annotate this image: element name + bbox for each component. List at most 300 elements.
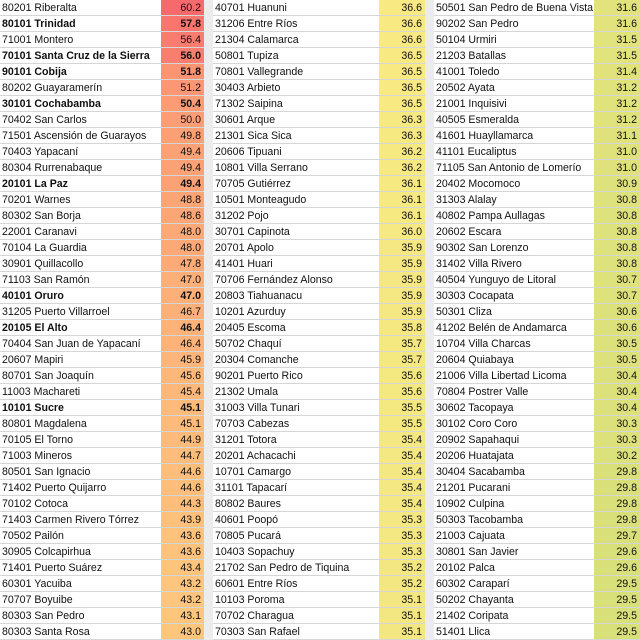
- municipality-cell[interactable]: 40505 Esmeralda: [436, 114, 520, 126]
- table-row[interactable]: [0, 464, 204, 480]
- table-row[interactable]: [0, 400, 204, 416]
- table-row[interactable]: [434, 64, 640, 80]
- municipality-cell[interactable]: 70706 Fernández Alonso: [215, 274, 333, 286]
- table-row[interactable]: [434, 416, 640, 432]
- municipality-cell[interactable]: 40504 Yunguyo de Litoral: [436, 274, 556, 286]
- value-cell[interactable]: 45.6: [161, 368, 204, 383]
- value-cell[interactable]: 35.9: [379, 256, 425, 271]
- municipality-cell[interactable]: 31205 Puerto Villarroel: [2, 306, 110, 318]
- municipality-cell[interactable]: 21003 Cajuata: [436, 530, 505, 542]
- table-row[interactable]: [213, 144, 425, 160]
- value-cell[interactable]: 30.2: [594, 448, 640, 463]
- value-cell[interactable]: 30.5: [594, 352, 640, 367]
- table-row[interactable]: [213, 96, 425, 112]
- value-cell[interactable]: 30.7: [594, 288, 640, 303]
- table-row[interactable]: [434, 16, 640, 32]
- municipality-cell[interactable]: 70801 Vallegrande: [215, 66, 304, 78]
- municipality-cell[interactable]: 41401 Huari: [215, 258, 273, 270]
- table-row[interactable]: [213, 368, 425, 384]
- value-cell[interactable]: 29.8: [594, 496, 640, 511]
- value-cell[interactable]: 29.7: [594, 528, 640, 543]
- table-row[interactable]: [0, 16, 204, 32]
- table-row[interactable]: [434, 512, 640, 528]
- table-row[interactable]: [213, 320, 425, 336]
- municipality-cell[interactable]: 80801 Magdalena: [2, 418, 87, 430]
- table-row[interactable]: [213, 128, 425, 144]
- table-row[interactable]: [0, 352, 204, 368]
- table-row[interactable]: [434, 496, 640, 512]
- municipality-cell[interactable]: 20201 Achacachi: [215, 450, 296, 462]
- value-cell[interactable]: 36.5: [379, 64, 425, 79]
- table-row[interactable]: [213, 80, 425, 96]
- value-cell[interactable]: 31.2: [594, 96, 640, 111]
- table-row[interactable]: [213, 176, 425, 192]
- value-cell[interactable]: 45.1: [161, 400, 204, 415]
- table-row[interactable]: [213, 432, 425, 448]
- value-cell[interactable]: 35.7: [379, 352, 425, 367]
- value-cell[interactable]: 31.5: [594, 32, 640, 47]
- value-cell[interactable]: 35.9: [379, 240, 425, 255]
- value-cell[interactable]: 50.4: [161, 96, 204, 111]
- value-cell[interactable]: 30.6: [594, 320, 640, 335]
- municipality-cell[interactable]: 22001 Caranavi: [2, 226, 77, 238]
- municipality-cell[interactable]: 21702 San Pedro de Tiquina: [215, 562, 350, 574]
- municipality-cell[interactable]: 10801 Villa Serrano: [215, 162, 308, 174]
- value-cell[interactable]: 43.2: [161, 592, 204, 607]
- value-cell[interactable]: 30.4: [594, 400, 640, 415]
- value-cell[interactable]: 30.3: [594, 432, 640, 447]
- value-cell[interactable]: 31.2: [594, 112, 640, 127]
- municipality-cell[interactable]: 90101 Cobija: [2, 66, 67, 78]
- value-cell[interactable]: 31.1: [594, 128, 640, 143]
- municipality-cell[interactable]: 80302 San Borja: [2, 210, 81, 222]
- table-row[interactable]: [213, 224, 425, 240]
- municipality-cell[interactable]: 20206 Huatajata: [436, 450, 514, 462]
- value-cell[interactable]: 43.6: [161, 528, 204, 543]
- value-cell[interactable]: 30.8: [594, 192, 640, 207]
- value-cell[interactable]: 31.5: [594, 48, 640, 63]
- value-cell[interactable]: 35.4: [379, 464, 425, 479]
- value-cell[interactable]: 36.1: [379, 192, 425, 207]
- value-cell[interactable]: 31.6: [594, 0, 640, 15]
- table-row[interactable]: [0, 288, 204, 304]
- municipality-cell[interactable]: 40101 Oruro: [2, 290, 64, 302]
- value-cell[interactable]: 35.4: [379, 448, 425, 463]
- municipality-cell[interactable]: 70403 Yapacaní: [2, 146, 79, 158]
- table-row[interactable]: [434, 592, 640, 608]
- municipality-cell[interactable]: 30303 Cocapata: [436, 290, 514, 302]
- value-cell[interactable]: 46.7: [161, 304, 204, 319]
- table-row[interactable]: [0, 176, 204, 192]
- municipality-cell[interactable]: 30905 Colcapirhua: [2, 546, 91, 558]
- municipality-cell[interactable]: 71403 Carmen Rivero Tórrez: [2, 514, 139, 526]
- table-row[interactable]: [213, 304, 425, 320]
- municipality-cell[interactable]: 20502 Ayata: [436, 82, 495, 94]
- value-cell[interactable]: 29.8: [594, 512, 640, 527]
- value-cell[interactable]: 30.8: [594, 240, 640, 255]
- value-cell[interactable]: 36.1: [379, 208, 425, 223]
- municipality-cell[interactable]: 40601 Poopó: [215, 514, 279, 526]
- value-cell[interactable]: 35.3: [379, 512, 425, 527]
- municipality-cell[interactable]: 71105 San Antonio de Lomerío: [436, 162, 582, 174]
- table-row[interactable]: [213, 288, 425, 304]
- municipality-cell[interactable]: 71001 Montero: [2, 34, 74, 46]
- table-row[interactable]: [213, 0, 425, 16]
- value-cell[interactable]: 31.6: [594, 16, 640, 31]
- value-cell[interactable]: 35.6: [379, 384, 425, 399]
- municipality-cell[interactable]: 71003 Mineros: [2, 450, 73, 462]
- value-cell[interactable]: 35.3: [379, 544, 425, 559]
- municipality-cell[interactable]: 20405 Escoma: [215, 322, 286, 334]
- municipality-cell[interactable]: 70703 Cabezas: [215, 418, 290, 430]
- value-cell[interactable]: 35.5: [379, 400, 425, 415]
- value-cell[interactable]: 47.0: [161, 288, 204, 303]
- value-cell[interactable]: 36.6: [379, 32, 425, 47]
- municipality-cell[interactable]: 31206 Entre Ríos: [215, 18, 298, 30]
- table-row[interactable]: [0, 448, 204, 464]
- value-cell[interactable]: 56.4: [161, 32, 204, 47]
- municipality-cell[interactable]: 30901 Quillacollo: [2, 258, 84, 270]
- table-row[interactable]: [0, 416, 204, 432]
- municipality-cell[interactable]: 70105 El Torno: [2, 434, 74, 446]
- value-cell[interactable]: 36.2: [379, 144, 425, 159]
- municipality-cell[interactable]: 31003 Villa Tunari: [215, 402, 300, 414]
- table-row[interactable]: [213, 592, 425, 608]
- table-row[interactable]: [213, 464, 425, 480]
- municipality-cell[interactable]: 60302 Caraparí: [436, 578, 510, 590]
- table-row[interactable]: [213, 352, 425, 368]
- table-row[interactable]: [434, 224, 640, 240]
- table-row[interactable]: [434, 304, 640, 320]
- table-row[interactable]: [434, 624, 640, 640]
- municipality-cell[interactable]: 10403 Sopachuy: [215, 546, 295, 558]
- municipality-cell[interactable]: 71402 Puerto Quijarro: [2, 482, 107, 494]
- table-row[interactable]: [0, 496, 204, 512]
- table-row[interactable]: [434, 336, 640, 352]
- table-row[interactable]: [0, 192, 204, 208]
- value-cell[interactable]: 45.4: [161, 384, 204, 399]
- municipality-cell[interactable]: 50202 Chayanta: [436, 594, 514, 606]
- municipality-cell[interactable]: 31402 Villa Rivero: [436, 258, 522, 270]
- value-cell[interactable]: 51.2: [161, 80, 204, 95]
- municipality-cell[interactable]: 80201 Riberalta: [2, 2, 77, 14]
- municipality-cell[interactable]: 30403 Arbieto: [215, 82, 281, 94]
- value-cell[interactable]: 43.9: [161, 512, 204, 527]
- municipality-cell[interactable]: 40802 Pampa Aullagas: [436, 210, 545, 222]
- table-row[interactable]: [0, 576, 204, 592]
- municipality-cell[interactable]: 70804 Postrer Valle: [436, 386, 529, 398]
- municipality-cell[interactable]: 20701 Apolo: [215, 242, 274, 254]
- value-cell[interactable]: 43.6: [161, 544, 204, 559]
- municipality-cell[interactable]: 20402 Mocomoco: [436, 178, 521, 190]
- value-cell[interactable]: 44.7: [161, 448, 204, 463]
- table-row[interactable]: [213, 528, 425, 544]
- municipality-cell[interactable]: 30602 Tacopaya: [436, 402, 514, 414]
- municipality-cell[interactable]: 10101 Sucre: [2, 402, 64, 414]
- table-row[interactable]: [0, 0, 204, 16]
- municipality-cell[interactable]: 70201 Warnes: [2, 194, 71, 206]
- value-cell[interactable]: 36.3: [379, 128, 425, 143]
- municipality-cell[interactable]: 90202 San Pedro: [436, 18, 519, 30]
- municipality-cell[interactable]: 70705 Gutiérrez: [215, 178, 291, 190]
- value-cell[interactable]: 30.5: [594, 336, 640, 351]
- value-cell[interactable]: 43.0: [161, 624, 204, 639]
- table-row[interactable]: [434, 288, 640, 304]
- table-row[interactable]: [434, 48, 640, 64]
- table-row[interactable]: [434, 352, 640, 368]
- table-row[interactable]: [0, 560, 204, 576]
- municipality-cell[interactable]: 50801 Tupiza: [215, 50, 279, 62]
- municipality-cell[interactable]: 71501 Ascensión de Guarayos: [2, 130, 147, 142]
- municipality-cell[interactable]: 20606 Tipuani: [215, 146, 282, 158]
- municipality-cell[interactable]: 20602 Escara: [436, 226, 502, 238]
- value-cell[interactable]: 43.2: [161, 576, 204, 591]
- value-cell[interactable]: 49.8: [161, 128, 204, 143]
- value-cell[interactable]: 36.3: [379, 112, 425, 127]
- table-row[interactable]: [0, 528, 204, 544]
- value-cell[interactable]: 35.1: [379, 592, 425, 607]
- value-cell[interactable]: 36.6: [379, 0, 425, 15]
- table-row[interactable]: [434, 144, 640, 160]
- value-cell[interactable]: 30.3: [594, 416, 640, 431]
- table-row[interactable]: [434, 368, 640, 384]
- value-cell[interactable]: 49.4: [161, 144, 204, 159]
- municipality-cell[interactable]: 70707 Boyuibe: [2, 594, 73, 606]
- value-cell[interactable]: 29.6: [594, 544, 640, 559]
- municipality-cell[interactable]: 60301 Yacuiba: [2, 578, 72, 590]
- municipality-cell[interactable]: 21201 Pucarani: [436, 482, 511, 494]
- value-cell[interactable]: 36.2: [379, 160, 425, 175]
- municipality-cell[interactable]: 60601 Entre Ríos: [215, 578, 298, 590]
- municipality-cell[interactable]: 20604 Quiabaya: [436, 354, 514, 366]
- table-row[interactable]: [0, 480, 204, 496]
- table-row[interactable]: [0, 208, 204, 224]
- municipality-cell[interactable]: 50702 Chaquí: [215, 338, 282, 350]
- value-cell[interactable]: 48.0: [161, 224, 204, 239]
- municipality-cell[interactable]: 50301 Cliza: [436, 306, 492, 318]
- municipality-cell[interactable]: 70404 San Juan de Yapacaní: [2, 338, 141, 350]
- table-row[interactable]: [434, 256, 640, 272]
- municipality-cell[interactable]: 70101 Santa Cruz de la Sierra: [2, 50, 150, 62]
- municipality-cell[interactable]: 41001 Toledo: [436, 66, 500, 78]
- value-cell[interactable]: 30.7: [594, 272, 640, 287]
- table-row[interactable]: [0, 64, 204, 80]
- municipality-cell[interactable]: 50104 Urmiri: [436, 34, 497, 46]
- value-cell[interactable]: 60.2: [161, 0, 204, 15]
- table-row[interactable]: [213, 112, 425, 128]
- value-cell[interactable]: 29.5: [594, 592, 640, 607]
- table-row[interactable]: [0, 48, 204, 64]
- value-cell[interactable]: 35.4: [379, 480, 425, 495]
- municipality-cell[interactable]: 20102 Palca: [436, 562, 495, 574]
- table-row[interactable]: [0, 80, 204, 96]
- table-row[interactable]: [0, 368, 204, 384]
- municipality-cell[interactable]: 80802 Baures: [215, 498, 281, 510]
- table-row[interactable]: [434, 560, 640, 576]
- table-row[interactable]: [213, 192, 425, 208]
- municipality-cell[interactable]: 40701 Huanuni: [215, 2, 287, 14]
- municipality-cell[interactable]: 10501 Monteagudo: [215, 194, 307, 206]
- table-row[interactable]: [434, 128, 640, 144]
- value-cell[interactable]: 35.2: [379, 560, 425, 575]
- value-cell[interactable]: 43.4: [161, 560, 204, 575]
- table-row[interactable]: [434, 480, 640, 496]
- municipality-cell[interactable]: 20803 Tiahuanacu: [215, 290, 303, 302]
- value-cell[interactable]: 30.6: [594, 304, 640, 319]
- table-row[interactable]: [434, 112, 640, 128]
- municipality-cell[interactable]: 90302 San Lorenzo: [436, 242, 529, 254]
- municipality-cell[interactable]: 70402 San Carlos: [2, 114, 87, 126]
- municipality-cell[interactable]: 50501 San Pedro de Buena Vista: [436, 2, 594, 14]
- value-cell[interactable]: 36.5: [379, 48, 425, 63]
- municipality-cell[interactable]: 21001 Inquisivi: [436, 98, 507, 110]
- value-cell[interactable]: 30.4: [594, 368, 640, 383]
- table-row[interactable]: [0, 432, 204, 448]
- table-row[interactable]: [434, 0, 640, 16]
- table-row[interactable]: [213, 560, 425, 576]
- value-cell[interactable]: 56.0: [161, 48, 204, 63]
- value-cell[interactable]: 46.4: [161, 336, 204, 351]
- value-cell[interactable]: 36.6: [379, 16, 425, 31]
- value-cell[interactable]: 30.8: [594, 224, 640, 239]
- table-row[interactable]: [213, 416, 425, 432]
- table-row[interactable]: [0, 384, 204, 400]
- table-row[interactable]: [213, 608, 425, 624]
- table-row[interactable]: [0, 32, 204, 48]
- table-row[interactable]: [434, 448, 640, 464]
- municipality-cell[interactable]: 90201 Puerto Rico: [215, 370, 303, 382]
- value-cell[interactable]: 30.8: [594, 208, 640, 223]
- municipality-cell[interactable]: 80101 Trinidad: [2, 18, 76, 30]
- table-row[interactable]: [0, 112, 204, 128]
- value-cell[interactable]: 45.1: [161, 416, 204, 431]
- value-cell[interactable]: 43.1: [161, 608, 204, 623]
- value-cell[interactable]: 45.9: [161, 352, 204, 367]
- municipality-cell[interactable]: 21302 Umala: [215, 386, 279, 398]
- municipality-cell[interactable]: 21402 Coripata: [436, 610, 509, 622]
- table-row[interactable]: [434, 32, 640, 48]
- table-row[interactable]: [213, 32, 425, 48]
- municipality-cell[interactable]: 41101 Eucaliptus: [436, 146, 517, 158]
- table-row[interactable]: [434, 192, 640, 208]
- municipality-cell[interactable]: 31202 Pojo: [215, 210, 269, 222]
- municipality-cell[interactable]: 80701 San Joaquín: [2, 370, 94, 382]
- table-row[interactable]: [434, 544, 640, 560]
- municipality-cell[interactable]: 80202 Guayaramerín: [2, 82, 103, 94]
- table-row[interactable]: [434, 528, 640, 544]
- value-cell[interactable]: 35.9: [379, 288, 425, 303]
- value-cell[interactable]: 35.4: [379, 432, 425, 447]
- table-row[interactable]: [213, 208, 425, 224]
- municipality-cell[interactable]: 41601 Huayllamarca: [436, 130, 534, 142]
- table-row[interactable]: [0, 160, 204, 176]
- table-row[interactable]: [434, 432, 640, 448]
- table-row[interactable]: [434, 608, 640, 624]
- value-cell[interactable]: 30.9: [594, 176, 640, 191]
- value-cell[interactable]: 48.6: [161, 208, 204, 223]
- municipality-cell[interactable]: 70303 San Rafael: [215, 626, 300, 638]
- value-cell[interactable]: 35.4: [379, 496, 425, 511]
- table-row[interactable]: [0, 96, 204, 112]
- municipality-cell[interactable]: 80501 San Ignacio: [2, 466, 91, 478]
- value-cell[interactable]: 36.0: [379, 224, 425, 239]
- table-row[interactable]: [434, 96, 640, 112]
- municipality-cell[interactable]: 70805 Pucará: [215, 530, 281, 542]
- value-cell[interactable]: 35.7: [379, 336, 425, 351]
- municipality-cell[interactable]: 30101 Cochabamba: [2, 98, 101, 110]
- value-cell[interactable]: 35.8: [379, 320, 425, 335]
- municipality-cell[interactable]: 31201 Totora: [215, 434, 277, 446]
- municipality-cell[interactable]: 21203 Batallas: [436, 50, 507, 62]
- value-cell[interactable]: 51.8: [161, 64, 204, 79]
- value-cell[interactable]: 47.0: [161, 272, 204, 287]
- table-row[interactable]: [434, 160, 640, 176]
- value-cell[interactable]: 44.3: [161, 496, 204, 511]
- table-row[interactable]: [213, 240, 425, 256]
- value-cell[interactable]: 29.8: [594, 480, 640, 495]
- value-cell[interactable]: 44.6: [161, 480, 204, 495]
- municipality-cell[interactable]: 10701 Camargo: [215, 466, 291, 478]
- table-row[interactable]: [213, 496, 425, 512]
- table-row[interactable]: [0, 624, 204, 640]
- table-row[interactable]: [0, 256, 204, 272]
- municipality-cell[interactable]: 30102 Coro Coro: [436, 418, 518, 430]
- table-row[interactable]: [213, 448, 425, 464]
- table-row[interactable]: [434, 464, 640, 480]
- table-row[interactable]: [0, 240, 204, 256]
- table-row[interactable]: [0, 128, 204, 144]
- table-row[interactable]: [434, 176, 640, 192]
- value-cell[interactable]: 48.0: [161, 240, 204, 255]
- value-cell[interactable]: 29.8: [594, 464, 640, 479]
- municipality-cell[interactable]: 80303 San Pedro: [2, 610, 85, 622]
- table-row[interactable]: [213, 384, 425, 400]
- municipality-cell[interactable]: 30701 Capinota: [215, 226, 290, 238]
- table-row[interactable]: [0, 592, 204, 608]
- value-cell[interactable]: 30.8: [594, 256, 640, 271]
- table-row[interactable]: [213, 512, 425, 528]
- municipality-cell[interactable]: 20902 Sapahaqui: [436, 434, 520, 446]
- value-cell[interactable]: 44.9: [161, 432, 204, 447]
- table-row[interactable]: [434, 80, 640, 96]
- table-row[interactable]: [213, 272, 425, 288]
- table-row[interactable]: [213, 624, 425, 640]
- municipality-cell[interactable]: 80303 Santa Rosa: [2, 626, 90, 638]
- municipality-cell[interactable]: 10201 Azurduy: [215, 306, 286, 318]
- table-row[interactable]: [434, 240, 640, 256]
- value-cell[interactable]: 50.0: [161, 112, 204, 127]
- municipality-cell[interactable]: 10704 Villa Charcas: [436, 338, 531, 350]
- table-row[interactable]: [0, 336, 204, 352]
- value-cell[interactable]: 31.2: [594, 80, 640, 95]
- municipality-cell[interactable]: 20105 El Alto: [2, 322, 68, 334]
- value-cell[interactable]: 35.3: [379, 528, 425, 543]
- value-cell[interactable]: 31.4: [594, 64, 640, 79]
- municipality-cell[interactable]: 70102 Cotoca: [2, 498, 68, 510]
- municipality-cell[interactable]: 70702 Charagua: [215, 610, 294, 622]
- value-cell[interactable]: 36.5: [379, 96, 425, 111]
- table-row[interactable]: [0, 608, 204, 624]
- municipality-cell[interactable]: 71401 Puerto Suárez: [2, 562, 103, 574]
- value-cell[interactable]: 31.0: [594, 160, 640, 175]
- municipality-cell[interactable]: 70104 La Guardia: [2, 242, 87, 254]
- value-cell[interactable]: 49.4: [161, 160, 204, 175]
- municipality-cell[interactable]: 11003 Machareti: [2, 386, 81, 398]
- municipality-cell[interactable]: 10103 Poroma: [215, 594, 285, 606]
- value-cell[interactable]: 29.5: [594, 624, 640, 639]
- municipality-cell[interactable]: 41202 Belén de Andamarca: [436, 322, 567, 334]
- value-cell[interactable]: 35.1: [379, 608, 425, 623]
